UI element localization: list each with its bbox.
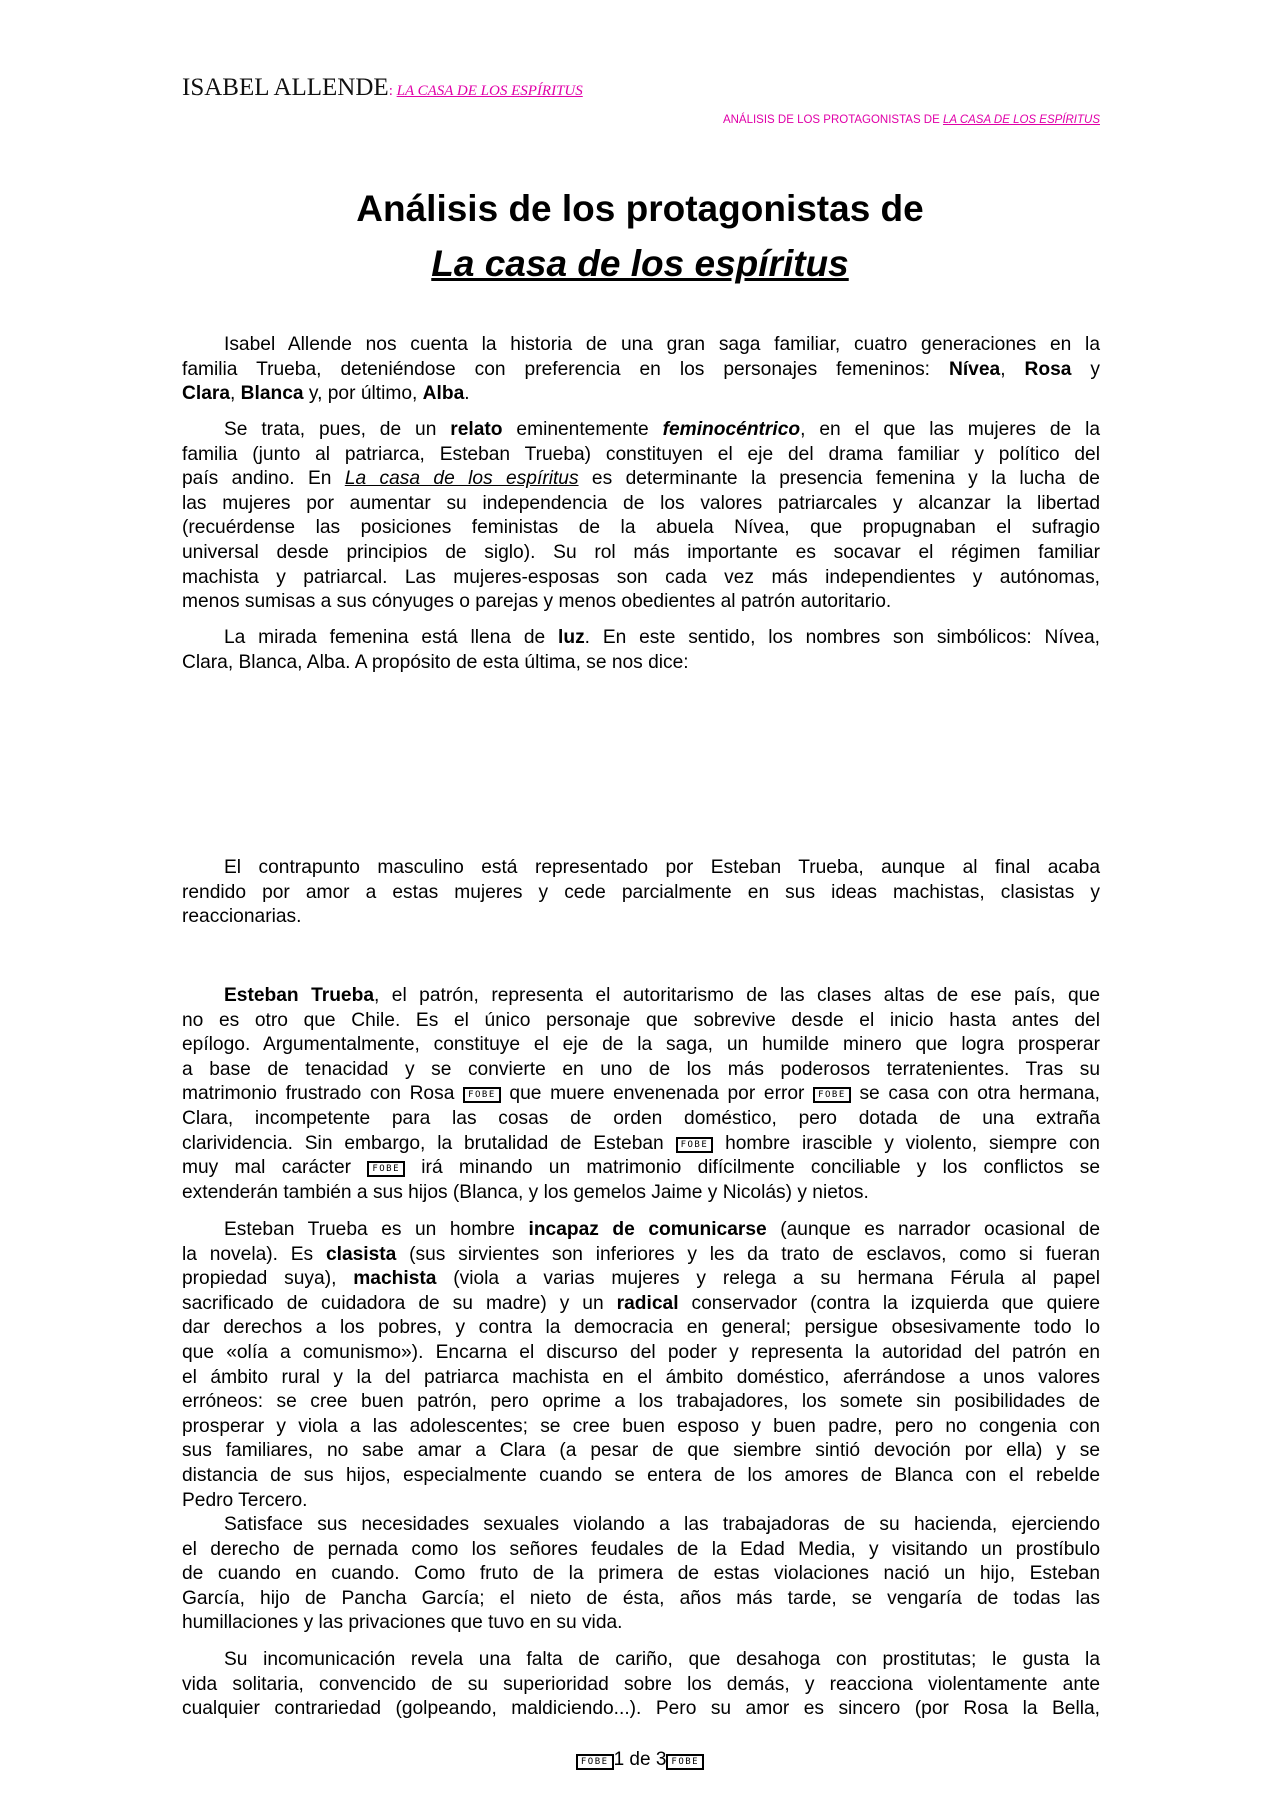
running-header-left <box>182 74 583 102</box>
header-separator: : <box>388 83 397 99</box>
paragraph-intro: Isabel Allende nos cuenta la historia de una gran saga familiar, cuatro generaciones en la familia Trueba, deteniéndose con preferencia en los personajes femeninos: Nívea, Rosa y Clara, Blanca y, por último, Alba. <box>182 334 1100 405</box>
paragraph-incomunicacion: Su incomunicación revela una falta de cariño, que desahoga con prostitutas; le gusta la vida solitaria, convencido de su superioridad sobre los demás, y reacciona violentamente ante cualquier contrariedad (golpeando, maldiciendo...). Pero su amor es sincero (por Rosa la Bella, <box>182 1649 1100 1720</box>
field-code-marker: FOBE <box>576 1754 614 1770</box>
document-title-line2: La casa de los espíritus <box>431 243 849 284</box>
paragraph-satisface: Satisface sus necesidades sexuales violando a las trabajadoras de su hacienda, ejerciendo el derecho de pernada como los señores feudales de la Edad Media, y visitando un prostíbulo de cuando en cuando. Como fruto de la primera de estas violaciones nació un hijo, Esteban García, hijo de Pancha García; el nieto de ésta, años más tarde, se vengaría de todas las humillaciones y las privaciones que tuvo en su vida. <box>182 1514 1100 1634</box>
document-title-line1: Análisis de los protagonistas de <box>356 188 924 229</box>
header-right-book: LA CASA DE LOS ESPÍRITUS <box>942 114 1100 126</box>
field-code-marker: FOBE <box>813 1087 851 1103</box>
field-code-marker: FOBE <box>676 1137 714 1153</box>
page-footer <box>0 1749 1280 1771</box>
field-code-marker: FOBE <box>367 1161 405 1177</box>
page-total: 3 <box>655 1749 667 1770</box>
paragraph-contrapunto: El contrapunto masculino está representado por Esteban Trueba, aunque al final acaba rendido por amor a estas mujeres y cede parcialmente en sus ideas machistas, clasistas y reaccionarias. <box>182 857 1100 928</box>
paragraph-esteban-trueba: Esteban Trueba, el patrón, representa el autoritarismo de las clases altas de ese país, que no es otro que Chile. Es el único personaje que sobrevive desde el inicio hasta antes del epílogo. Argumentalmente, constituye el eje de la saga, un humilde minero que logra prosperar a base de tenacidad y se convierte en uno de los más poderosos terratenientes. Tras su matrimonio frustrado con Rosa FOBE que muere envenenada por error FOBE se casa con otra hermana, Clara, incompetente para las cosas de orden doméstico, pero dotada de una extraña clarividencia. Sin embargo, la brutalidad de Esteban FOBE hombre irascible y violento, siempre con muy mal carácter FOBE irá minando un matrimonio difícilmente conciliable y los conflictos se extenderán también a sus hijos (Blanca, y los gemelos Jaime y Nicolás) y nietos. <box>182 985 1101 1203</box>
page-number: 1 <box>613 1749 625 1770</box>
header-author: ISABEL ALLENDE <box>182 74 389 101</box>
running-header-right <box>723 114 1100 126</box>
field-code-marker: FOBE <box>463 1087 501 1103</box>
header-right-prefix: ANÁLISIS DE LOS PROTAGONISTAS DE <box>722 114 943 126</box>
field-code-marker: FOBE <box>666 1754 704 1770</box>
paragraph-mirada: La mirada femenina está llena de luz. En este sentido, los nombres son simbólicos: Nívea, Clara, Blanca, Alba. A propósito de esta última, se nos dice: <box>182 627 1100 673</box>
header-book-title: LA CASA DE LOS ESPÍRITUS <box>396 83 583 99</box>
page-of: de <box>629 1749 651 1770</box>
paragraph-relato: Se trata, pues, de un relato eminentemente feminocéntrico, en el que las mujeres de la familia (junto al patriarca, Esteban Trueba) constituyen el eje del drama familiar y político del país andino. En La casa de los espíritus es determinante la presencia femenina y la lucha de las mujeres por aumentar su independencia de los valores patriarcales y alcanzar la libertad (recuérdense las posiciones feministas de la abuela Nívea, que propugnaban el sufragio universal desde principios de siglo). Su rol más importante es socavar el régimen familiar machista y patriarcal. Las mujeres-esposas son cada vez más independientes y autónomas, menos sumisas a sus cónyuges o parejas y menos obedientes al patrón autoritario. <box>182 419 1100 613</box>
paragraph-incapaz: Esteban Trueba es un hombre incapaz de comunicarse (aunque es narrador ocasional de la novela). Es clasista (sus sirvientes son inferiores y les da trato de esclavos, como si fueran propiedad suya), machista (viola a varias mujeres y relega a su hermana Férula al papel sacrificado de cuidadora de su madre) y un radical conservador (contra la izquierda que quiere dar derechos a los pobres, y contra la democracia en general; persigue obsesivamente todo lo que «olía a comunismo»). Encarna el discurso del poder y representa la autoridad del patrón en el ámbito rural y la del patriarca machista en el ámbito doméstico, aferrándose a unos valores erróneos: se cree buen patrón, pero oprime a los trabajadores, los somete sin posibilidades de prosperar y viola a las adolescentes; se cree buen esposo y buen padre, pero no congenia con sus familiares, no sabe amar a Clara (a pesar de que siembre sintió devoción por ella) y se distancia de sus hijos, especialmente cuando se entera de los amores de Blanca con el rebelde Pedro Tercero. <box>182 1219 1100 1511</box>
